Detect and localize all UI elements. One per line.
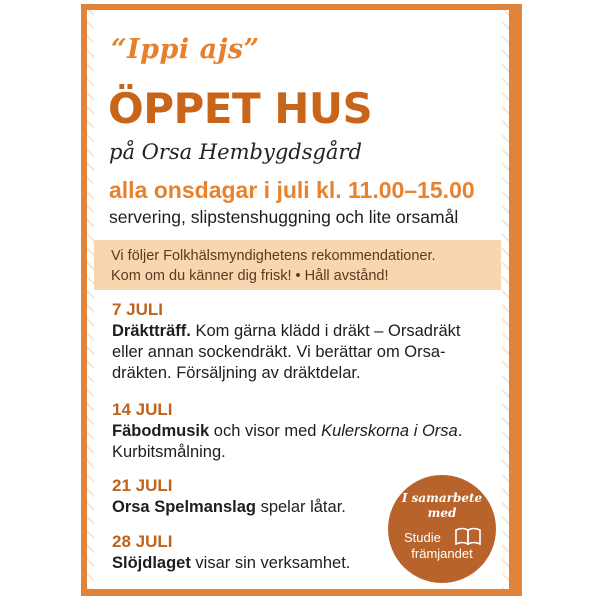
event-text: visar sin verksamhet. <box>190 554 351 572</box>
activities-text: servering, slipstenshuggning och lite orsamål <box>109 207 459 227</box>
event-text: och visor med <box>209 422 322 440</box>
event-text: eller annan sockendräkt. Vi berättar om Orsa- <box>112 343 446 361</box>
event-text: dräkten. Försäljning av dräktdelar. <box>112 364 361 382</box>
event-description <box>112 553 350 574</box>
event-description <box>112 321 460 384</box>
border-pattern-right <box>502 10 509 589</box>
health-notice <box>94 240 501 290</box>
badge-line-2: med <box>427 506 457 520</box>
location-subtitle: på Orsa Hembygdsgård <box>109 140 362 164</box>
event-highlight: Orsa Spelmanslag <box>112 498 256 516</box>
event-highlight: Slöjdlaget <box>112 554 191 572</box>
badge-line-1: I samarbete <box>401 491 483 505</box>
event-text: . <box>457 422 463 440</box>
event-description <box>112 421 462 463</box>
event-highlight: Fäbodmusik <box>112 422 210 440</box>
partner-badge <box>388 475 496 583</box>
page-title: ÖPPET HUS <box>108 84 373 133</box>
badge-logo-text-2: främjandet <box>411 546 473 561</box>
border-pattern-left <box>87 10 94 589</box>
tagline: “Ippi ajs” <box>111 34 260 65</box>
book-icon <box>455 527 481 545</box>
event-italic: Kulerskorna i Orsa <box>321 422 458 440</box>
badge-logo-text: Studie <box>404 530 441 545</box>
poster <box>81 4 522 596</box>
event-description <box>112 497 346 518</box>
event-text: Kom gärna klädd i dräkt – Orsadräkt <box>190 322 461 340</box>
event-highlight: Dräktträff. <box>112 322 191 340</box>
event-date: 21 JULI <box>112 476 173 495</box>
notice-line-1: Vi följer Folkhälsmyndighetens rekommendationer. <box>111 248 436 264</box>
event-date: 28 JULI <box>112 532 173 551</box>
event-text: spelar låtar. <box>255 498 346 516</box>
event-date: 7 JULI <box>112 300 164 319</box>
schedule-text: alla onsdagar i juli kl. 11.00–15.00 <box>109 177 475 203</box>
event-text: Kurbitsmålning. <box>112 443 226 461</box>
notice-line-2: Kom om du känner dig frisk! • Håll avstånd! <box>111 268 389 284</box>
event-date: 14 JULI <box>112 400 173 419</box>
